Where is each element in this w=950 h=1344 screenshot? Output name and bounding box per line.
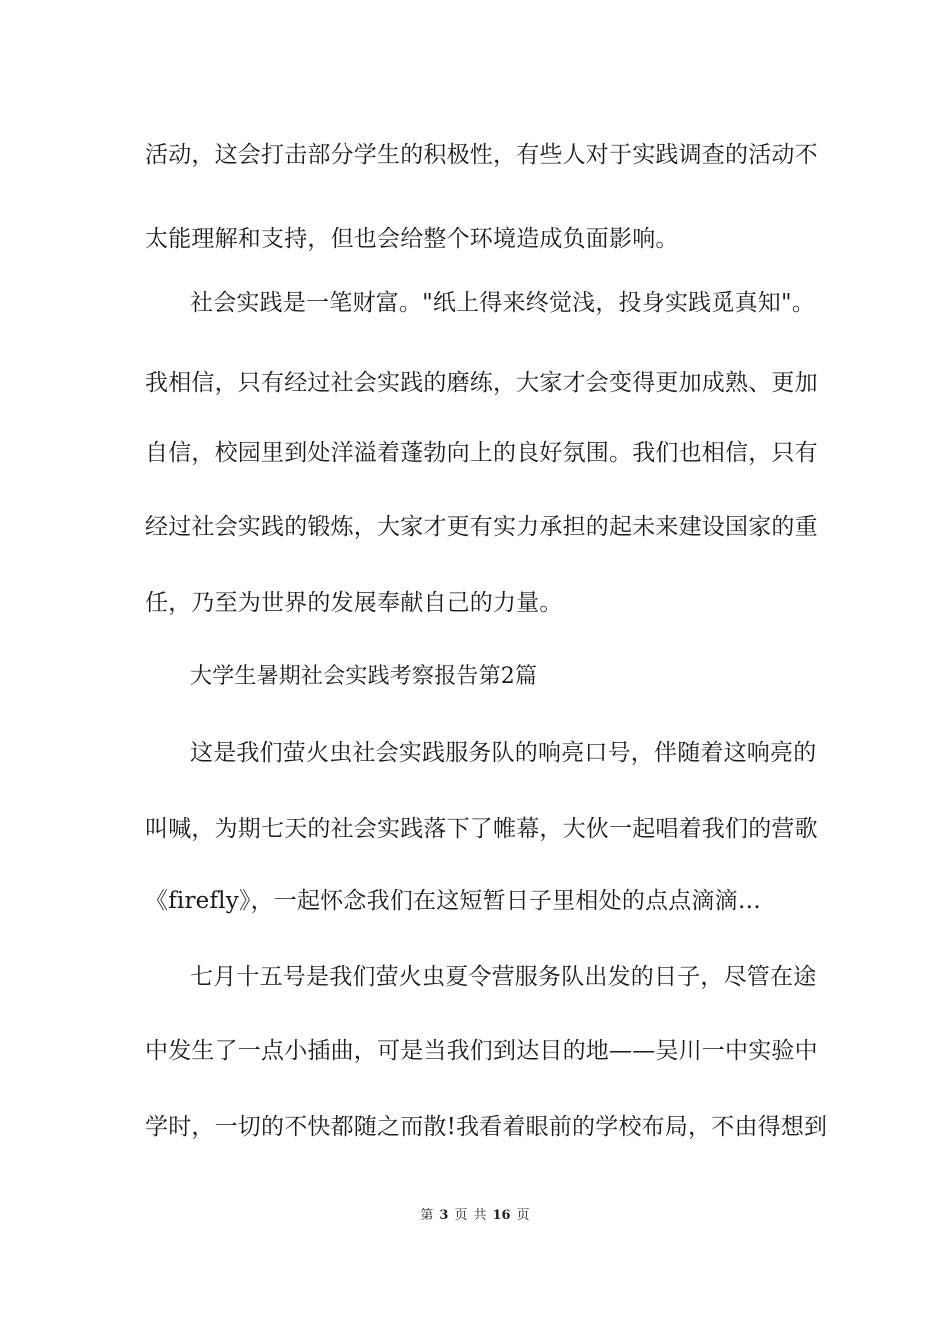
text-line-4: 我相信，只有经过社会实践的磨练，大家才会变得更加成熟、更加 bbox=[145, 370, 818, 396]
footer-suffix: 页 bbox=[516, 1208, 530, 1223]
text-line-9: 这是我们萤火虫社会实践服务队的响亮口号，伴随着这响亮的 bbox=[190, 740, 817, 766]
section-heading: 大学生暑期社会实践考察报告第2篇 bbox=[190, 664, 538, 689]
text-line-7: 任，乃至为世界的发展奉献自己的力量。 bbox=[145, 590, 563, 616]
text-line-12: 七月十五号是我们萤火虫夏令营服务队出发的日子，尽管在途 bbox=[190, 964, 817, 990]
current-page-number: 3 bbox=[439, 1208, 449, 1223]
text-line-2: 太能理解和支持，但也会给整个环境造成负面影响。 bbox=[145, 226, 679, 252]
text-line-5: 自信，校园里到处洋溢着蓬勃向上的良好氛围。我们也相信，只有 bbox=[145, 440, 818, 466]
page-footer bbox=[0, 1208, 950, 1224]
footer-total-prefix: 共 bbox=[473, 1208, 487, 1223]
text-line-10: 叫喊，为期七天的社会实践落下了帷幕，大伙一起唱着我们的营歌 bbox=[145, 816, 818, 842]
total-page-number: 16 bbox=[492, 1208, 511, 1223]
text-line-14: 学时，一切的不快都随之而散!我看着眼前的学校布局，不由得想到 bbox=[145, 1114, 828, 1140]
footer-page-word: 页 bbox=[454, 1208, 468, 1223]
text-line-1: 活动，这会打击部分学生的积极性，有些人对于实践调查的活动不 bbox=[145, 142, 818, 168]
footer-prefix: 第 bbox=[420, 1208, 434, 1223]
text-line-3: 社会实践是一笔财富。"纸上得来终觉浅，投身实践觅真知"。 bbox=[190, 290, 815, 316]
text-line-13: 中发生了一点小插曲，可是当我们到达目的地——吴川一中实验中 bbox=[145, 1038, 818, 1064]
text-line-6: 经过社会实践的锻炼，大家才更有实力承担的起未来建设国家的重 bbox=[145, 514, 818, 540]
text-line-11: 《firefly》，一起怀念我们在这短暂日子里相处的点点滴滴… bbox=[145, 888, 762, 914]
